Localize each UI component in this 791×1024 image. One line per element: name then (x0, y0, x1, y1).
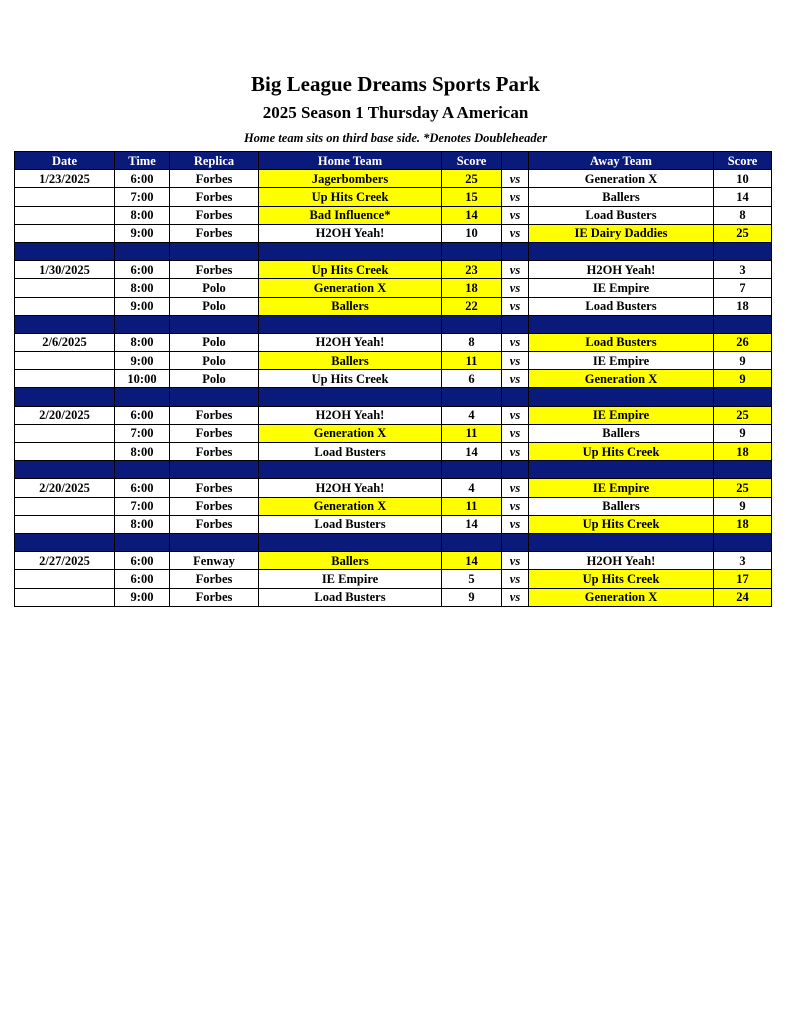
col-header-date: Date (15, 152, 115, 170)
home-team-cell: Ballers (259, 352, 442, 370)
col-header-home-score: Score (442, 152, 502, 170)
replica-cell: Forbes (170, 406, 259, 424)
away-team-cell: Ballers (529, 497, 714, 515)
home-score-cell: 10 (442, 224, 502, 242)
home-team-cell: Generation X (259, 279, 442, 297)
separator-cell (115, 461, 170, 479)
replica-cell: Forbes (170, 206, 259, 224)
vs-cell: vs (502, 515, 529, 533)
time-cell: 9:00 (115, 224, 170, 242)
home-score-cell: 6 (442, 370, 502, 388)
separator-cell (714, 388, 772, 406)
vs-cell: vs (502, 170, 529, 188)
away-team-cell: IE Dairy Daddies (529, 224, 714, 242)
date-cell: 1/30/2025 (15, 261, 115, 279)
away-team-cell: IE Empire (529, 352, 714, 370)
separator-cell (259, 533, 442, 551)
separator-cell (529, 315, 714, 333)
table-row (15, 297, 772, 315)
separator-cell (529, 533, 714, 551)
away-team-cell: Ballers (529, 424, 714, 442)
vs-cell: vs (502, 479, 529, 497)
separator-cell (259, 242, 442, 260)
away-team-cell: Load Busters (529, 206, 714, 224)
date-cell: 2/20/2025 (15, 479, 115, 497)
separator-cell (502, 242, 529, 260)
separator-cell (115, 388, 170, 406)
replica-cell: Forbes (170, 588, 259, 606)
separator-cell (15, 315, 115, 333)
away-score-cell: 18 (714, 443, 772, 461)
table-row (15, 188, 772, 206)
home-score-cell: 14 (442, 552, 502, 570)
replica-cell: Polo (170, 297, 259, 315)
col-header-home-team: Home Team (259, 152, 442, 170)
vs-cell: vs (502, 188, 529, 206)
separator-cell (115, 533, 170, 551)
away-team-cell: Up Hits Creek (529, 443, 714, 461)
separator-row (15, 533, 772, 551)
separator-cell (170, 388, 259, 406)
away-team-cell: Load Busters (529, 297, 714, 315)
table-row (15, 406, 772, 424)
vs-cell: vs (502, 370, 529, 388)
home-score-cell: 4 (442, 406, 502, 424)
time-cell: 9:00 (115, 588, 170, 606)
home-score-cell: 5 (442, 570, 502, 588)
table-row (15, 443, 772, 461)
time-cell: 8:00 (115, 515, 170, 533)
away-team-cell: Generation X (529, 588, 714, 606)
date-cell (15, 188, 115, 206)
separator-cell (714, 461, 772, 479)
home-team-cell: Load Busters (259, 588, 442, 606)
date-cell (15, 588, 115, 606)
home-team-cell: Load Busters (259, 515, 442, 533)
home-score-cell: 23 (442, 261, 502, 279)
home-score-cell: 18 (442, 279, 502, 297)
separator-cell (714, 242, 772, 260)
vs-cell: vs (502, 261, 529, 279)
table-header-row (15, 152, 772, 170)
replica-cell: Polo (170, 352, 259, 370)
separator-cell (442, 315, 502, 333)
schedule-note: Home team sits on third base side. *Denotes Doubleheader (243, 131, 548, 145)
col-header-time: Time (115, 152, 170, 170)
separator-cell (170, 315, 259, 333)
separator-cell (714, 533, 772, 551)
away-score-cell: 10 (714, 170, 772, 188)
replica-cell: Forbes (170, 224, 259, 242)
time-cell: 6:00 (115, 479, 170, 497)
table-row (15, 424, 772, 442)
separator-cell (529, 461, 714, 479)
home-team-cell: IE Empire (259, 570, 442, 588)
home-team-cell: Jagerbombers (259, 170, 442, 188)
away-score-cell: 25 (714, 224, 772, 242)
separator-cell (442, 461, 502, 479)
vs-cell: vs (502, 333, 529, 351)
date-cell (15, 279, 115, 297)
vs-cell: vs (502, 406, 529, 424)
away-team-cell: IE Empire (529, 406, 714, 424)
away-team-cell: H2OH Yeah! (529, 552, 714, 570)
replica-cell: Forbes (170, 443, 259, 461)
separator-cell (502, 315, 529, 333)
table-row (15, 552, 772, 570)
away-team-cell: IE Empire (529, 279, 714, 297)
away-team-cell: Ballers (529, 188, 714, 206)
separator-cell (714, 315, 772, 333)
page-title: Big League Dreams Sports Park (251, 72, 540, 96)
home-team-cell: H2OH Yeah! (259, 479, 442, 497)
page-subtitle: 2025 Season 1 Thursday A American (262, 103, 529, 122)
separator-cell (170, 461, 259, 479)
separator-cell (15, 533, 115, 551)
vs-cell: vs (502, 443, 529, 461)
home-team-cell: Up Hits Creek (259, 370, 442, 388)
table-row (15, 588, 772, 606)
date-cell (15, 352, 115, 370)
separator-cell (15, 242, 115, 260)
date-cell (15, 497, 115, 515)
date-cell (15, 224, 115, 242)
replica-cell: Polo (170, 279, 259, 297)
date-cell (15, 206, 115, 224)
separator-cell (170, 533, 259, 551)
away-score-cell: 9 (714, 424, 772, 442)
home-score-cell: 14 (442, 515, 502, 533)
col-header-vs (502, 152, 529, 170)
separator-cell (529, 242, 714, 260)
date-cell: 2/27/2025 (15, 552, 115, 570)
table-row (15, 515, 772, 533)
separator-cell (529, 388, 714, 406)
vs-cell: vs (502, 497, 529, 515)
time-cell: 8:00 (115, 333, 170, 351)
vs-cell: vs (502, 424, 529, 442)
replica-cell: Forbes (170, 424, 259, 442)
home-team-cell: H2OH Yeah! (259, 406, 442, 424)
table-row (15, 261, 772, 279)
vs-cell: vs (502, 570, 529, 588)
away-score-cell: 8 (714, 206, 772, 224)
home-score-cell: 14 (442, 206, 502, 224)
replica-cell: Forbes (170, 479, 259, 497)
separator-cell (115, 315, 170, 333)
date-cell (15, 297, 115, 315)
separator-row (15, 315, 772, 333)
time-cell: 7:00 (115, 497, 170, 515)
table-row (15, 224, 772, 242)
replica-cell: Polo (170, 333, 259, 351)
date-cell: 1/23/2025 (15, 170, 115, 188)
time-cell: 8:00 (115, 206, 170, 224)
separator-row (15, 388, 772, 406)
time-cell: 6:00 (115, 261, 170, 279)
vs-cell: vs (502, 588, 529, 606)
separator-row (15, 461, 772, 479)
away-score-cell: 24 (714, 588, 772, 606)
separator-cell (115, 242, 170, 260)
separator-cell (259, 461, 442, 479)
time-cell: 6:00 (115, 552, 170, 570)
home-team-cell: Up Hits Creek (259, 261, 442, 279)
away-score-cell: 14 (714, 188, 772, 206)
separator-cell (442, 242, 502, 260)
time-cell: 9:00 (115, 297, 170, 315)
away-score-cell: 9 (714, 352, 772, 370)
away-score-cell: 3 (714, 552, 772, 570)
home-score-cell: 11 (442, 497, 502, 515)
away-score-cell: 18 (714, 297, 772, 315)
away-team-cell: Up Hits Creek (529, 570, 714, 588)
home-score-cell: 11 (442, 424, 502, 442)
separator-cell (442, 533, 502, 551)
separator-cell (15, 461, 115, 479)
table-row (15, 333, 772, 351)
table-row (15, 352, 772, 370)
table-row (15, 206, 772, 224)
time-cell: 7:00 (115, 188, 170, 206)
home-team-cell: Generation X (259, 424, 442, 442)
date-cell: 2/6/2025 (15, 333, 115, 351)
time-cell: 9:00 (115, 352, 170, 370)
separator-cell (259, 388, 442, 406)
time-cell: 8:00 (115, 279, 170, 297)
replica-cell: Forbes (170, 188, 259, 206)
separator-cell (442, 388, 502, 406)
separator-cell (259, 315, 442, 333)
home-team-cell: H2OH Yeah! (259, 333, 442, 351)
replica-cell: Forbes (170, 261, 259, 279)
schedule-body (15, 170, 772, 607)
away-score-cell: 3 (714, 261, 772, 279)
away-score-cell: 18 (714, 515, 772, 533)
vs-cell: vs (502, 352, 529, 370)
home-score-cell: 4 (442, 479, 502, 497)
home-score-cell: 8 (442, 333, 502, 351)
table-row (15, 497, 772, 515)
date-cell (15, 443, 115, 461)
home-score-cell: 14 (442, 443, 502, 461)
col-header-away-score: Score (714, 152, 772, 170)
home-team-cell: H2OH Yeah! (259, 224, 442, 242)
col-header-replica: Replica (170, 152, 259, 170)
time-cell: 7:00 (115, 424, 170, 442)
schedule-table (14, 151, 772, 607)
home-score-cell: 9 (442, 588, 502, 606)
home-team-cell: Load Busters (259, 443, 442, 461)
date-cell (15, 515, 115, 533)
away-score-cell: 26 (714, 333, 772, 351)
replica-cell: Polo (170, 370, 259, 388)
separator-cell (502, 388, 529, 406)
away-team-cell: H2OH Yeah! (529, 261, 714, 279)
home-score-cell: 22 (442, 297, 502, 315)
separator-cell (502, 461, 529, 479)
home-score-cell: 15 (442, 188, 502, 206)
separator-cell (502, 533, 529, 551)
replica-cell: Forbes (170, 515, 259, 533)
time-cell: 10:00 (115, 370, 170, 388)
away-score-cell: 25 (714, 406, 772, 424)
col-header-away-team: Away Team (529, 152, 714, 170)
date-cell: 2/20/2025 (15, 406, 115, 424)
home-team-cell: Generation X (259, 497, 442, 515)
time-cell: 8:00 (115, 443, 170, 461)
separator-row (15, 242, 772, 260)
home-score-cell: 11 (442, 352, 502, 370)
table-row (15, 479, 772, 497)
away-score-cell: 9 (714, 497, 772, 515)
home-team-cell: Ballers (259, 552, 442, 570)
away-team-cell: Generation X (529, 370, 714, 388)
away-score-cell: 7 (714, 279, 772, 297)
date-cell (15, 370, 115, 388)
away-team-cell: Generation X (529, 170, 714, 188)
table-row (15, 370, 772, 388)
time-cell: 6:00 (115, 406, 170, 424)
vs-cell: vs (502, 206, 529, 224)
replica-cell: Forbes (170, 497, 259, 515)
table-row (15, 279, 772, 297)
away-team-cell: IE Empire (529, 479, 714, 497)
away-team-cell: Load Busters (529, 333, 714, 351)
vs-cell: vs (502, 279, 529, 297)
away-score-cell: 25 (714, 479, 772, 497)
away-score-cell: 17 (714, 570, 772, 588)
table-row (15, 170, 772, 188)
replica-cell: Forbes (170, 570, 259, 588)
separator-cell (15, 388, 115, 406)
home-team-cell: Bad Influence* (259, 206, 442, 224)
home-score-cell: 25 (442, 170, 502, 188)
separator-cell (170, 242, 259, 260)
date-cell (15, 570, 115, 588)
home-team-cell: Ballers (259, 297, 442, 315)
vs-cell: vs (502, 297, 529, 315)
table-row (15, 570, 772, 588)
vs-cell: vs (502, 224, 529, 242)
away-score-cell: 9 (714, 370, 772, 388)
date-cell (15, 424, 115, 442)
time-cell: 6:00 (115, 170, 170, 188)
home-team-cell: Up Hits Creek (259, 188, 442, 206)
vs-cell: vs (502, 552, 529, 570)
replica-cell: Fenway (170, 552, 259, 570)
away-team-cell: Up Hits Creek (529, 515, 714, 533)
replica-cell: Forbes (170, 170, 259, 188)
time-cell: 6:00 (115, 570, 170, 588)
